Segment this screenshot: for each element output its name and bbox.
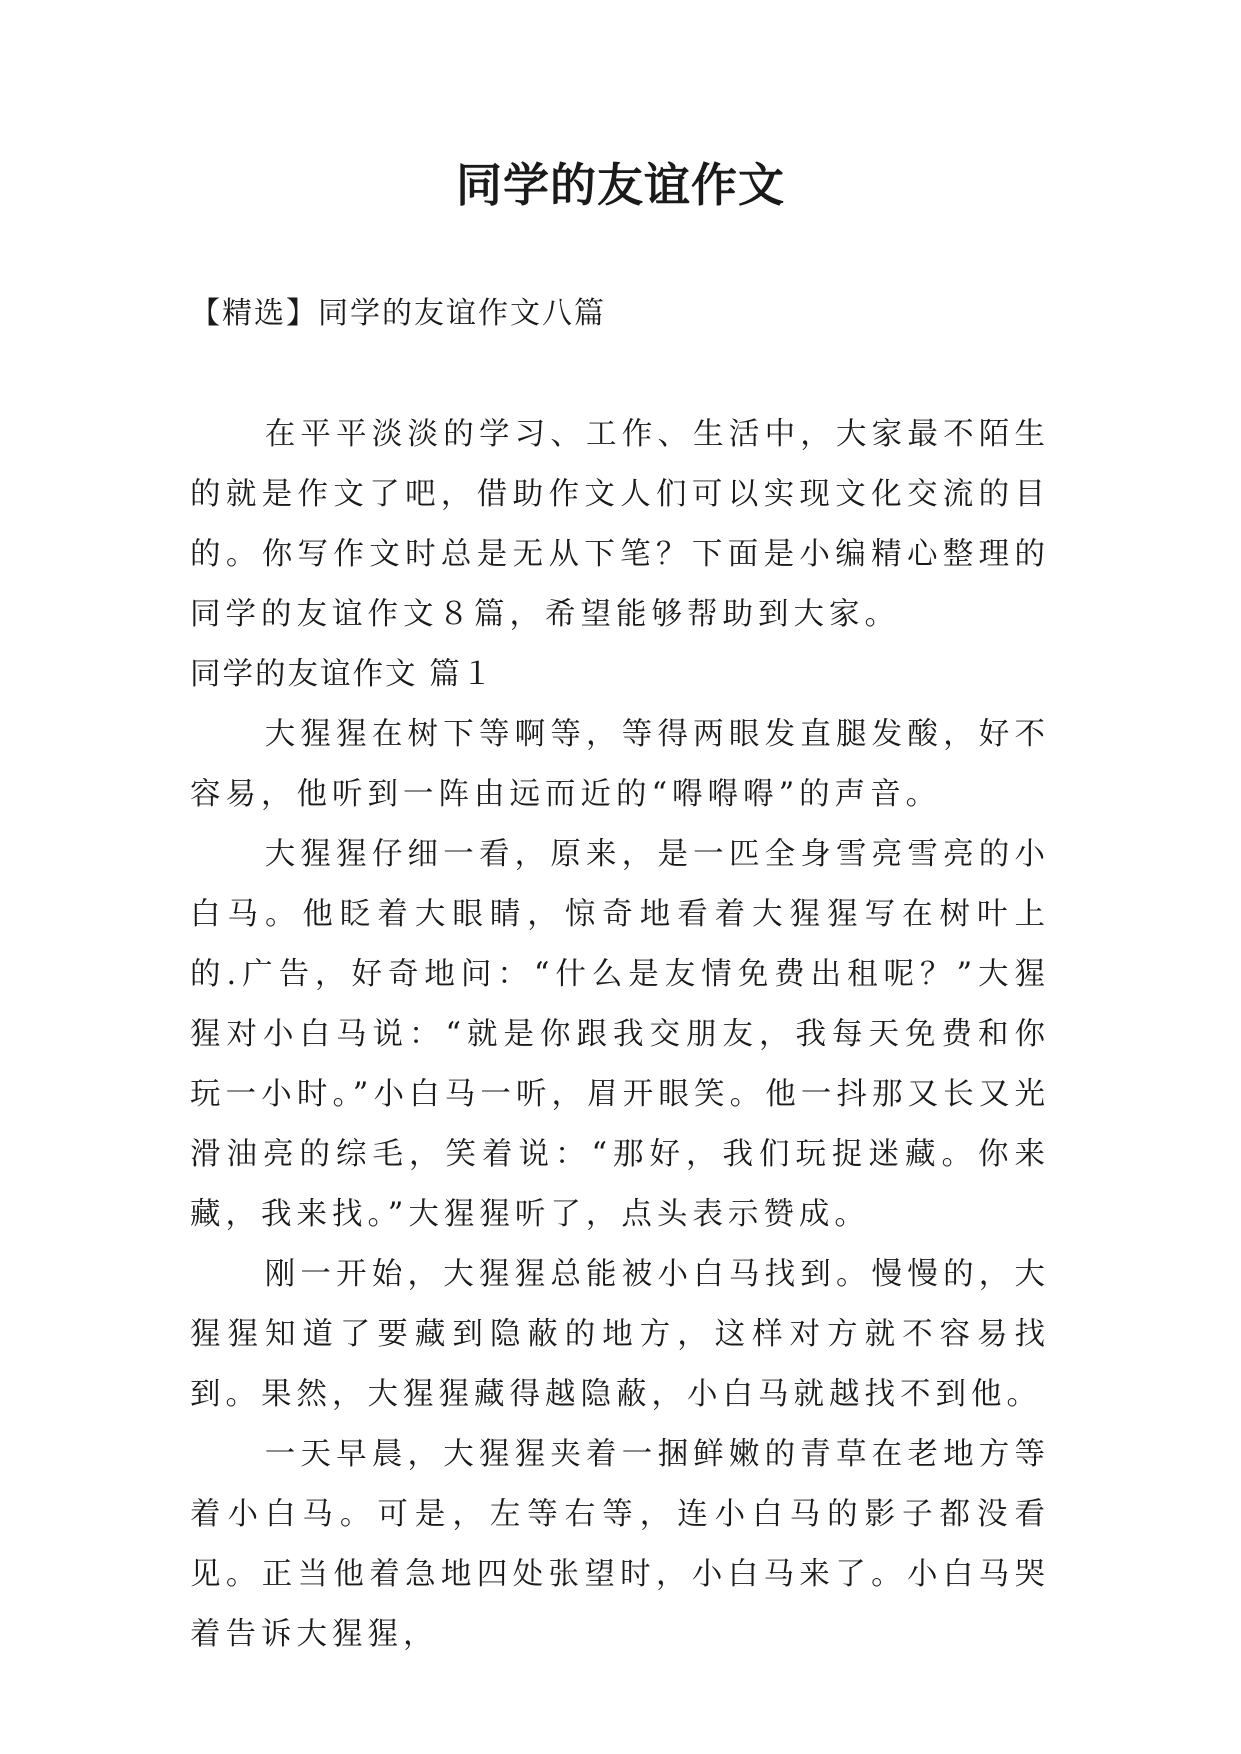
document-title: 同学的友谊作文 <box>456 158 785 212</box>
document-body <box>190 405 1050 1665</box>
document-subtitle: 【精选】同学的友谊作文八篇 <box>190 296 606 331</box>
body-paragraph: 大猩猩仔细一看，原来，是一匹全身雪亮雪亮的小白马。他眨着大眼睛，惊奇地看着大猩猩写在树叶上的.广告，好奇地问：“什么是友情免费出租呢？”大猩猩对小白马说：“就是你跟我交朋友，我每天免费和你玩一小时。”小白马一听，眉开眼笑。他一抖那又长又光滑油亮的综毛，笑着说：“那好，我们玩捉迷藏。你来藏，我来找。”大猩猩听了，点头表示赞成。 <box>190 837 1050 1232</box>
body-paragraph: 一天早晨，大猩猩夹着一捆鲜嫩的青草在老地方等着小白马。可是，左等右等，连小白马的影子都没看见。正当他着急地四处张望时，小白马来了。小白马哭着告诉大猩猩， <box>190 1437 1050 1652</box>
intro-paragraph: 在平平淡淡的学习、工作、生活中，大家最不陌生的就是作文了吧，借助作文人们可以实现文化交流的目的。你写作文时总是无从下笔？下面是小编精心整理的同学的友谊作文８篇，希望能够帮助到大家。 <box>190 417 1050 632</box>
body-paragraph: 刚一开始，大猩猩总能被小白马找到。慢慢的，大猩猩知道了要藏到隐蔽的地方，这样对方就不容易找到。果然，大猩猩藏得越隐蔽，小白马就越找不到他。 <box>190 1257 1050 1412</box>
body-paragraph: 大猩猩在树下等啊等，等得两眼发直腿发酸，好不容易，他听到一阵由远而近的“嘚嘚嘚”的声音。 <box>190 717 1050 812</box>
section-heading: 同学的友谊作文 篇１ <box>190 657 495 692</box>
